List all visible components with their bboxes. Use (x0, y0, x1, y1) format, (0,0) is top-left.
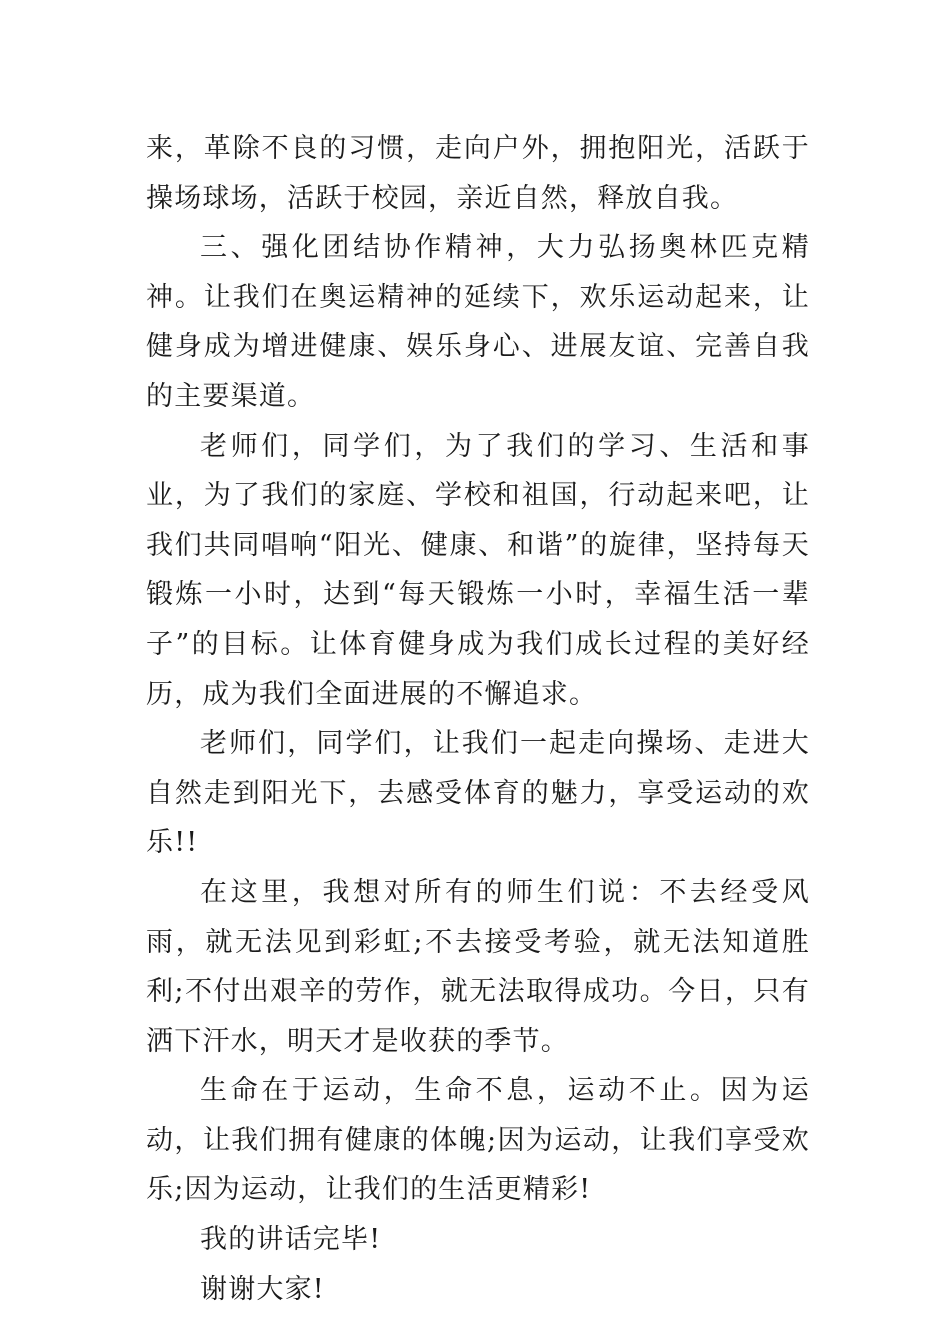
paragraph-1: 来，革除不良的习惯，走向户外，拥抱阳光，活跃于操场球场，活跃于校园，亲近自然，释放自我。 (146, 133, 810, 214)
paragraph-4: 老师们，同学们，让我们一起走向操场、走进大自然走到阳光下，去感受体育的魅力，享受运动的欢乐!! (146, 728, 810, 859)
paragraph-5: 在这里，我想对所有的师生们说：不去经受风雨，就无法见到彩虹;不去接受考验，就无法知道胜利;不付出艰辛的劳作，就无法取得成功。今日，只有洒下汗水，明天才是收获的季节。 (146, 876, 810, 1057)
document-body (146, 124, 810, 1314)
thanks-line: 谢谢大家! (200, 1273, 325, 1305)
paragraph-2: 三、强化团结协作精神，大力弘扬奥林匹克精神。让我们在奥运精神的延续下，欢乐运动起来，让健身成为增进健康、娱乐身心、进展友谊、完善自我的主要渠道。 (146, 232, 810, 412)
paragraph-3: 老师们，同学们，为了我们的学习、生活和事业，为了我们的家庭、学校和祖国，行动起来吧，让我们共同唱响“阳光、健康、和谐”的旋律，坚持每天锻炼一小时，达到“每天锻炼一小时，幸福生活一辈子”的目标。让体育健身成为我们成长过程的美好经历，成为我们全面进展的不懈追求。 (146, 430, 810, 710)
paragraph-6: 生命在于运动，生命不息，运动不止。因为运动，让我们拥有健康的体魄;因为运动，让我们享受欢乐;因为运动，让我们的生活更精彩! (146, 1075, 810, 1206)
closing-remark: 我的讲话完毕! (200, 1224, 382, 1256)
